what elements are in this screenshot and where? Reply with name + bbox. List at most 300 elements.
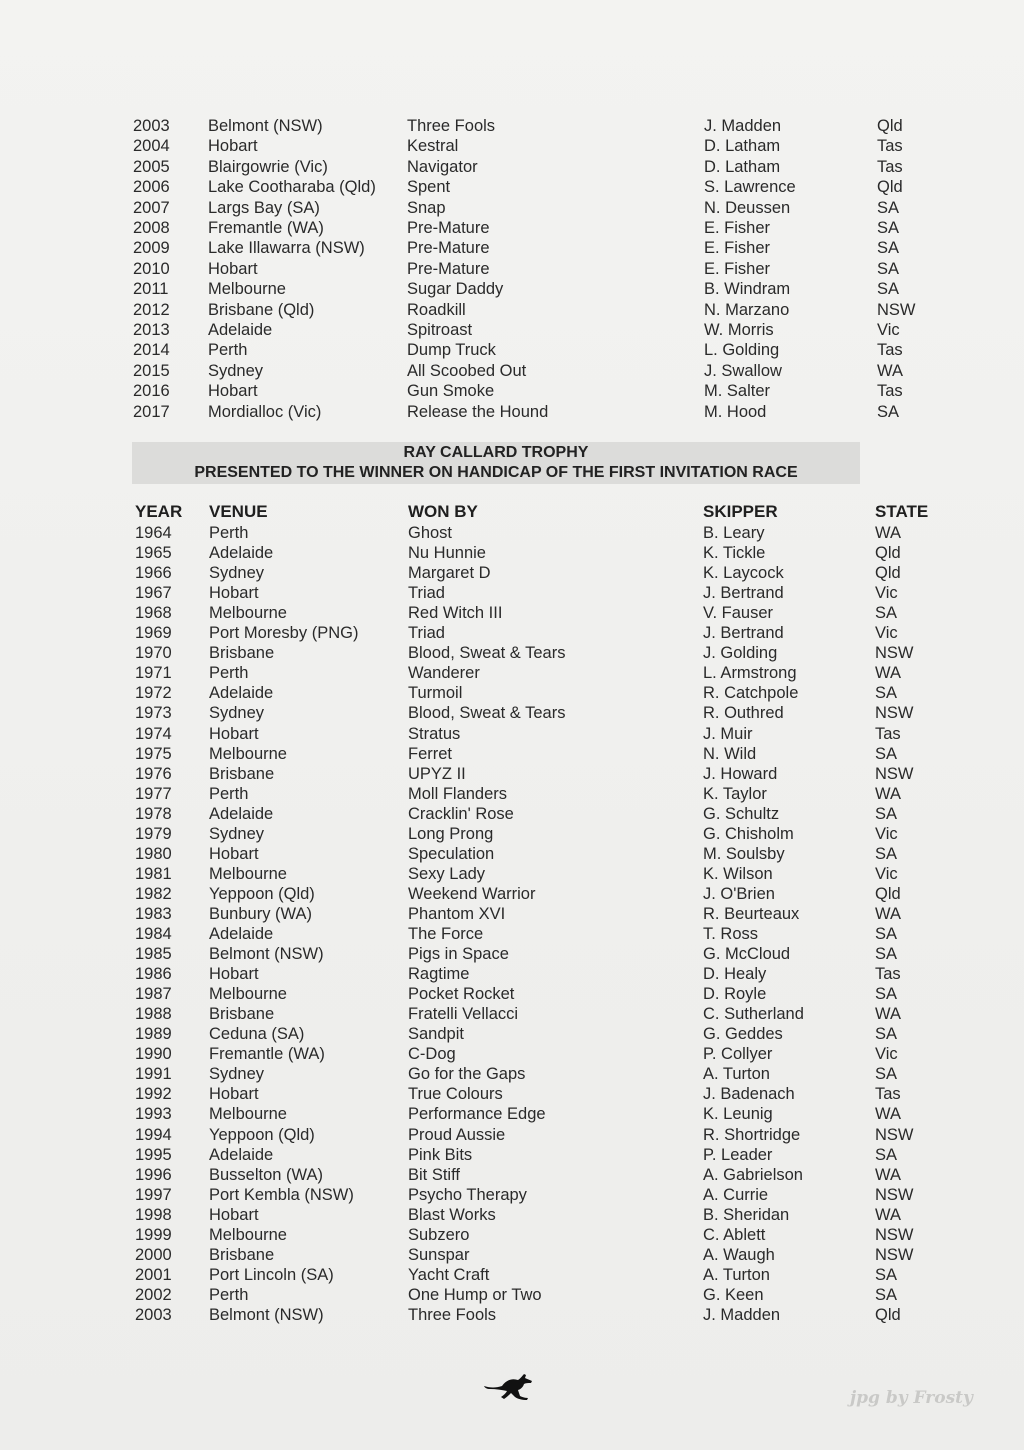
cell-venue: Hobart <box>208 137 258 156</box>
cell-state: Vic <box>875 584 898 603</box>
cell-year: 1990 <box>135 1045 172 1064</box>
table-row <box>0 764 1024 784</box>
cell-won-by: Fratelli Vellacci <box>408 1005 519 1024</box>
table-row <box>0 177 1024 197</box>
header-state: STATE <box>875 502 929 521</box>
cell-venue: Hobart <box>209 584 259 603</box>
cell-venue: Adelaide <box>209 925 274 943</box>
table-row <box>0 1125 1024 1145</box>
cell-year: 2015 <box>133 361 170 380</box>
cell-won-by: Dump Truck <box>407 341 496 360</box>
cell-skipper: N. Wild <box>703 744 757 763</box>
table-row <box>0 1044 1024 1064</box>
cell-venue: Hobart <box>208 259 258 278</box>
cell-skipper: R. Shortridge <box>703 1125 801 1144</box>
cell-year: 1999 <box>135 1225 172 1244</box>
cell-skipper: K. Laycock <box>703 564 784 583</box>
cell-state: SA <box>877 402 900 421</box>
table-row <box>0 116 1024 136</box>
cell-year: 1968 <box>135 604 172 623</box>
cell-year: 1996 <box>135 1165 172 1184</box>
cell-won-by: Moll Flanders <box>408 784 508 803</box>
table-row <box>0 964 1024 984</box>
cell-skipper: K. Taylor <box>703 784 767 803</box>
cell-skipper: P. Collyer <box>703 1045 773 1064</box>
cell-skipper: E. Fisher <box>704 239 771 258</box>
cell-won-by: Sunspar <box>408 1245 470 1264</box>
cell-state: Vic <box>877 321 900 339</box>
cell-year: 2008 <box>133 219 170 237</box>
table-row <box>0 683 1024 703</box>
cell-state: Vic <box>875 1045 898 1064</box>
cell-skipper: B. Sheridan <box>703 1205 790 1224</box>
table-row <box>0 984 1024 1004</box>
table-row <box>0 944 1024 964</box>
cell-skipper: D. Latham <box>704 137 781 156</box>
cell-won-by: Yacht Craft <box>408 1265 490 1284</box>
table-header <box>0 502 1024 522</box>
table-row <box>0 744 1024 764</box>
cell-year: 1998 <box>135 1205 172 1224</box>
cell-state: WA <box>875 904 901 923</box>
cell-year: 2001 <box>135 1265 172 1284</box>
cell-won-by: Ghost <box>408 524 453 542</box>
trophy-title: RAY CALLARD TROPHY <box>403 444 589 461</box>
cell-year: 1997 <box>135 1185 172 1204</box>
cell-skipper: D. Healy <box>703 965 767 984</box>
cell-venue: Adelaide <box>209 684 274 703</box>
cell-venue: Perth <box>209 784 249 803</box>
cell-won-by: True Colours <box>408 1085 503 1104</box>
cell-venue: Blairgowrie (Vic) <box>208 157 328 176</box>
cell-state: Tas <box>875 965 901 984</box>
cell-venue: Melbourne <box>209 864 287 883</box>
cell-skipper: P. Leader <box>703 1145 773 1164</box>
cell-venue: Hobart <box>209 1085 259 1104</box>
cell-state: WA <box>877 361 903 380</box>
cell-year: 1985 <box>135 945 172 964</box>
cell-state: SA <box>875 604 898 623</box>
cell-year: 2017 <box>133 402 170 421</box>
cell-state: SA <box>875 1265 898 1284</box>
cell-skipper: J. Howard <box>703 764 778 783</box>
cell-year: 2005 <box>133 157 170 176</box>
cell-skipper: A. Turton <box>703 1265 770 1284</box>
cell-won-by: Gun Smoke <box>407 382 495 401</box>
cell-won-by: Psycho Therapy <box>408 1185 527 1204</box>
cell-year: 1980 <box>135 844 172 863</box>
watermark-text: jpg by Frosty <box>850 1388 973 1408</box>
table-row <box>0 1285 1024 1305</box>
cell-state: SA <box>877 239 900 258</box>
cell-skipper: G. Keen <box>703 1285 764 1304</box>
cell-skipper: B. Leary <box>703 524 765 542</box>
cell-state: SA <box>875 1065 898 1084</box>
cell-year: 2003 <box>133 117 170 135</box>
table-row <box>0 1145 1024 1165</box>
cell-state: Vic <box>875 624 898 643</box>
cell-skipper: G. Chisholm <box>703 824 794 843</box>
cell-venue: Port Lincoln (SA) <box>209 1265 334 1284</box>
cell-year: 1969 <box>135 624 172 643</box>
cell-state: Qld <box>875 1305 901 1324</box>
cell-year: 1979 <box>135 824 172 843</box>
cell-won-by: Snap <box>407 198 446 217</box>
cell-skipper: A. Gabrielson <box>703 1165 803 1184</box>
cell-venue: Melbourne <box>208 280 286 299</box>
cell-won-by: Blood, Sweat & Tears <box>408 644 566 663</box>
cell-skipper: A. Currie <box>703 1185 769 1204</box>
table-row <box>0 1024 1024 1044</box>
cell-venue: Port Kembla (NSW) <box>209 1185 354 1204</box>
cell-venue: Melbourne <box>209 604 287 623</box>
cell-state: NSW <box>875 764 914 783</box>
cell-won-by: Spent <box>407 178 451 197</box>
cell-year: 1972 <box>135 684 172 703</box>
cell-state: Qld <box>875 884 901 903</box>
cell-state: Tas <box>877 137 903 156</box>
cell-venue: Hobart <box>209 965 259 984</box>
cell-won-by: Pre-Mature <box>407 239 490 258</box>
cell-year: 2006 <box>133 178 170 197</box>
cell-year: 1988 <box>135 1005 172 1024</box>
cell-venue: Brisbane <box>209 764 275 783</box>
table-row <box>0 804 1024 824</box>
cell-won-by: UPYZ II <box>408 764 466 783</box>
cell-skipper: L. Golding <box>704 341 780 360</box>
cell-venue: Sydney <box>208 361 264 380</box>
cell-skipper: K. Tickle <box>703 544 766 563</box>
cell-state: Tas <box>875 724 901 743</box>
cell-won-by: Navigator <box>407 157 478 176</box>
cell-state: Vic <box>875 824 898 843</box>
table-row <box>0 784 1024 804</box>
table-row <box>0 1165 1024 1185</box>
cell-state: NSW <box>875 1125 914 1144</box>
cell-state: SA <box>877 198 900 217</box>
cell-year: 1964 <box>135 524 172 542</box>
cell-skipper: V. Fauser <box>703 604 774 623</box>
cell-year: 2013 <box>133 321 170 339</box>
cell-year: 1967 <box>135 584 172 603</box>
cell-won-by: Pocket Rocket <box>408 985 515 1004</box>
cell-state: NSW <box>875 1185 914 1204</box>
cell-venue: Melbourne <box>209 985 287 1004</box>
table-row <box>0 259 1024 279</box>
table-row <box>0 904 1024 924</box>
table-row <box>0 884 1024 904</box>
cell-state: SA <box>875 1025 898 1044</box>
cell-won-by: C-Dog <box>408 1045 456 1064</box>
cell-year: 1983 <box>135 904 172 923</box>
cell-year: 2012 <box>133 300 170 319</box>
cell-state: NSW <box>875 1245 914 1264</box>
table-row <box>0 1064 1024 1084</box>
cell-skipper: B. Windram <box>704 280 791 299</box>
cell-venue: Perth <box>208 341 248 360</box>
cell-won-by: Long Prong <box>408 824 494 843</box>
cell-won-by: Sandpit <box>408 1025 464 1044</box>
cell-year: 1981 <box>135 864 172 883</box>
cell-skipper: R. Outhred <box>703 704 784 723</box>
cell-state: SA <box>875 844 898 863</box>
table-row <box>0 218 1024 238</box>
cell-venue: Melbourne <box>209 744 287 763</box>
cell-year: 1995 <box>135 1145 172 1164</box>
cell-year: 1984 <box>135 925 172 943</box>
cell-skipper: K. Wilson <box>703 864 773 883</box>
cell-state: WA <box>875 1165 901 1184</box>
cell-skipper: R. Beurteaux <box>703 904 800 923</box>
cell-venue: Perth <box>209 664 249 683</box>
cell-venue: Adelaide <box>208 321 273 339</box>
cell-state: SA <box>875 945 898 964</box>
trophy-subtitle: PRESENTED TO THE WINNER ON HANDICAP OF THE FIRST INVITATION RACE <box>194 464 798 481</box>
cell-won-by: Performance Edge <box>408 1105 546 1124</box>
cell-state: Vic <box>875 864 898 883</box>
cell-venue: Hobart <box>209 1205 259 1224</box>
cell-state: Qld <box>875 564 901 583</box>
table-row <box>0 1225 1024 1245</box>
cell-venue: Lake Illawarra (NSW) <box>208 239 365 258</box>
table-row <box>0 1004 1024 1024</box>
cell-won-by: All Scoobed Out <box>407 361 527 380</box>
cell-year: 2007 <box>133 198 170 217</box>
table-row <box>0 320 1024 340</box>
cell-year: 1992 <box>135 1085 172 1104</box>
cell-state: WA <box>875 1005 901 1024</box>
table-row <box>0 1185 1024 1205</box>
cell-won-by: Blast Works <box>408 1205 496 1224</box>
cell-state: Tas <box>877 341 903 360</box>
cell-year: 2016 <box>133 382 170 401</box>
header-won-by: WON BY <box>408 502 478 521</box>
cell-skipper: E. Fisher <box>704 219 771 237</box>
cell-venue: Belmont (NSW) <box>208 117 323 135</box>
table-row <box>0 340 1024 360</box>
cell-skipper: G. McCloud <box>703 945 791 964</box>
cell-year: 2010 <box>133 259 170 278</box>
cell-skipper: J. Swallow <box>704 361 782 380</box>
cell-skipper: E. Fisher <box>704 259 771 278</box>
table-row <box>0 703 1024 723</box>
cell-state: WA <box>875 784 901 803</box>
cell-won-by: Sugar Daddy <box>407 280 504 299</box>
cell-year: 1991 <box>135 1065 172 1084</box>
cell-venue: Adelaide <box>209 544 274 563</box>
cell-venue: Sydney <box>209 1065 265 1084</box>
cell-year: 2003 <box>135 1305 172 1324</box>
cell-year: 1993 <box>135 1105 172 1124</box>
table-row <box>0 1305 1024 1325</box>
cell-skipper: R. Catchpole <box>703 684 799 703</box>
cell-won-by: Bit Stiff <box>408 1165 460 1184</box>
cell-skipper: J. Bertrand <box>703 624 784 643</box>
cell-venue: Port Moresby (PNG) <box>209 624 359 643</box>
cell-year: 2004 <box>133 137 170 156</box>
table-row <box>0 157 1024 177</box>
cell-skipper: A. Turton <box>703 1065 770 1084</box>
table-row <box>0 563 1024 583</box>
cell-year: 2002 <box>135 1285 172 1304</box>
cell-state: WA <box>875 1205 901 1224</box>
cell-venue: Hobart <box>208 382 258 401</box>
cell-venue: Sydney <box>209 824 265 843</box>
cell-year: 1976 <box>135 764 172 783</box>
cell-year: 1966 <box>135 564 172 583</box>
table-row <box>0 136 1024 156</box>
cell-venue: Brisbane <box>209 1245 275 1264</box>
table-row <box>0 361 1024 381</box>
cell-skipper: J. Bertrand <box>703 584 784 603</box>
cell-venue: Brisbane (Qld) <box>208 300 315 319</box>
table-row <box>0 523 1024 543</box>
cell-won-by: Weekend Warrior <box>408 884 536 903</box>
cell-won-by: Ferret <box>408 744 453 763</box>
cell-state: WA <box>875 524 901 542</box>
cell-won-by: Cracklin' Rose <box>408 804 514 823</box>
cell-state: WA <box>875 1105 901 1124</box>
kangaroo-icon <box>480 1366 536 1406</box>
table-row <box>0 824 1024 844</box>
cell-state: Tas <box>877 382 903 401</box>
cell-won-by: Pre-Mature <box>407 219 490 237</box>
cell-state: SA <box>875 804 898 823</box>
cell-state: SA <box>875 744 898 763</box>
cell-state: Tas <box>877 157 903 176</box>
cell-won-by: Release the Hound <box>407 402 549 421</box>
cell-won-by: Margaret D <box>408 564 491 583</box>
cell-year: 1978 <box>135 804 172 823</box>
cell-won-by: Nu Hunnie <box>408 544 486 563</box>
table-row <box>0 381 1024 401</box>
table-row <box>0 402 1024 422</box>
cell-state: NSW <box>875 1225 914 1244</box>
table-row <box>0 924 1024 944</box>
cell-venue: Adelaide <box>209 1145 274 1164</box>
header-year: YEAR <box>135 502 183 521</box>
cell-skipper: J. Madden <box>704 117 782 135</box>
cell-skipper: A. Waugh <box>703 1245 775 1264</box>
cell-skipper: C. Ablett <box>703 1225 766 1244</box>
cell-skipper: K. Leunig <box>703 1105 773 1124</box>
table-row <box>0 864 1024 884</box>
cell-won-by: Proud Aussie <box>408 1125 506 1144</box>
cell-won-by: Wanderer <box>408 664 480 683</box>
cell-venue: Perth <box>209 1285 249 1304</box>
cell-won-by: Pre-Mature <box>407 259 490 278</box>
cell-venue: Melbourne <box>209 1105 287 1124</box>
table-row <box>0 724 1024 744</box>
cell-venue: Adelaide <box>209 804 274 823</box>
table-row <box>0 1205 1024 1225</box>
cell-skipper: M. Soulsby <box>703 844 785 863</box>
cell-skipper: S. Lawrence <box>704 178 796 197</box>
cell-year: 2000 <box>135 1245 172 1264</box>
header-skipper: SKIPPER <box>703 502 778 521</box>
cell-year: 1974 <box>135 724 172 743</box>
cell-venue: Melbourne <box>209 1225 287 1244</box>
table-row <box>0 279 1024 299</box>
table-row <box>0 300 1024 320</box>
cell-year: 1971 <box>135 664 172 683</box>
cell-skipper: J. Muir <box>703 724 753 743</box>
cell-state: SA <box>875 1285 898 1304</box>
cell-won-by: Red Witch III <box>408 604 503 623</box>
cell-venue: Brisbane <box>209 644 275 663</box>
cell-state: Tas <box>875 1085 901 1104</box>
cell-won-by: Roadkill <box>407 300 466 319</box>
table-row <box>0 1245 1024 1265</box>
cell-won-by: Kestral <box>407 137 459 156</box>
cell-year: 1965 <box>135 544 172 563</box>
cell-venue: Fremantle (WA) <box>209 1045 325 1064</box>
cell-year: 1970 <box>135 644 172 663</box>
cell-venue: Belmont (NSW) <box>209 945 324 964</box>
cell-venue: Lake Cootharaba (Qld) <box>208 178 376 197</box>
cell-year: 1994 <box>135 1125 172 1144</box>
cell-state: WA <box>875 664 901 683</box>
table-row <box>0 198 1024 218</box>
table-row <box>0 844 1024 864</box>
cell-won-by: Stratus <box>408 724 461 743</box>
cell-won-by: Triad <box>408 584 445 603</box>
cell-state: SA <box>877 280 900 299</box>
cell-venue: Fremantle (WA) <box>208 219 324 237</box>
cell-venue: Busselton (WA) <box>209 1165 324 1184</box>
cell-venue: Hobart <box>209 724 259 743</box>
table-row <box>0 1265 1024 1285</box>
cell-won-by: Subzero <box>408 1225 470 1244</box>
cell-skipper: J. Badenach <box>703 1085 795 1104</box>
cell-won-by: Blood, Sweat & Tears <box>408 704 566 723</box>
table-row <box>0 1084 1024 1104</box>
cell-skipper: G. Schultz <box>703 804 780 823</box>
cell-skipper: M. Salter <box>704 382 771 401</box>
cell-year: 1973 <box>135 704 172 723</box>
cell-won-by: The Force <box>408 925 484 943</box>
cell-venue: Ceduna (SA) <box>209 1025 305 1044</box>
cell-venue: Yeppoon (Qld) <box>209 884 315 903</box>
cell-state: SA <box>875 684 898 703</box>
table-row <box>0 543 1024 563</box>
cell-won-by: Three Fools <box>408 1305 497 1324</box>
cell-won-by: One Hump or Two <box>408 1285 542 1304</box>
cell-won-by: Speculation <box>408 844 495 863</box>
cell-skipper: L. Armstrong <box>703 664 797 683</box>
cell-won-by: Phantom XVI <box>408 904 506 923</box>
cell-state: Qld <box>877 117 903 135</box>
cell-won-by: Ragtime <box>408 965 470 984</box>
cell-skipper: C. Sutherland <box>703 1005 804 1024</box>
header-venue: VENUE <box>209 502 268 521</box>
table-row <box>0 623 1024 643</box>
table-row <box>0 238 1024 258</box>
cell-state: SA <box>877 219 900 237</box>
cell-state: Qld <box>877 178 903 197</box>
cell-venue: Sydney <box>209 564 265 583</box>
cell-won-by: Spitroast <box>407 321 473 339</box>
cell-year: 1989 <box>135 1025 172 1044</box>
cell-venue: Largs Bay (SA) <box>208 198 320 217</box>
cell-state: SA <box>875 985 898 1004</box>
cell-year: 1987 <box>135 985 172 1004</box>
cell-venue: Mordialloc (Vic) <box>208 402 322 421</box>
cell-skipper: J. Golding <box>703 644 778 663</box>
cell-venue: Perth <box>209 524 249 542</box>
cell-venue: Brisbane <box>209 1005 275 1024</box>
cell-skipper: T. Ross <box>703 925 759 943</box>
